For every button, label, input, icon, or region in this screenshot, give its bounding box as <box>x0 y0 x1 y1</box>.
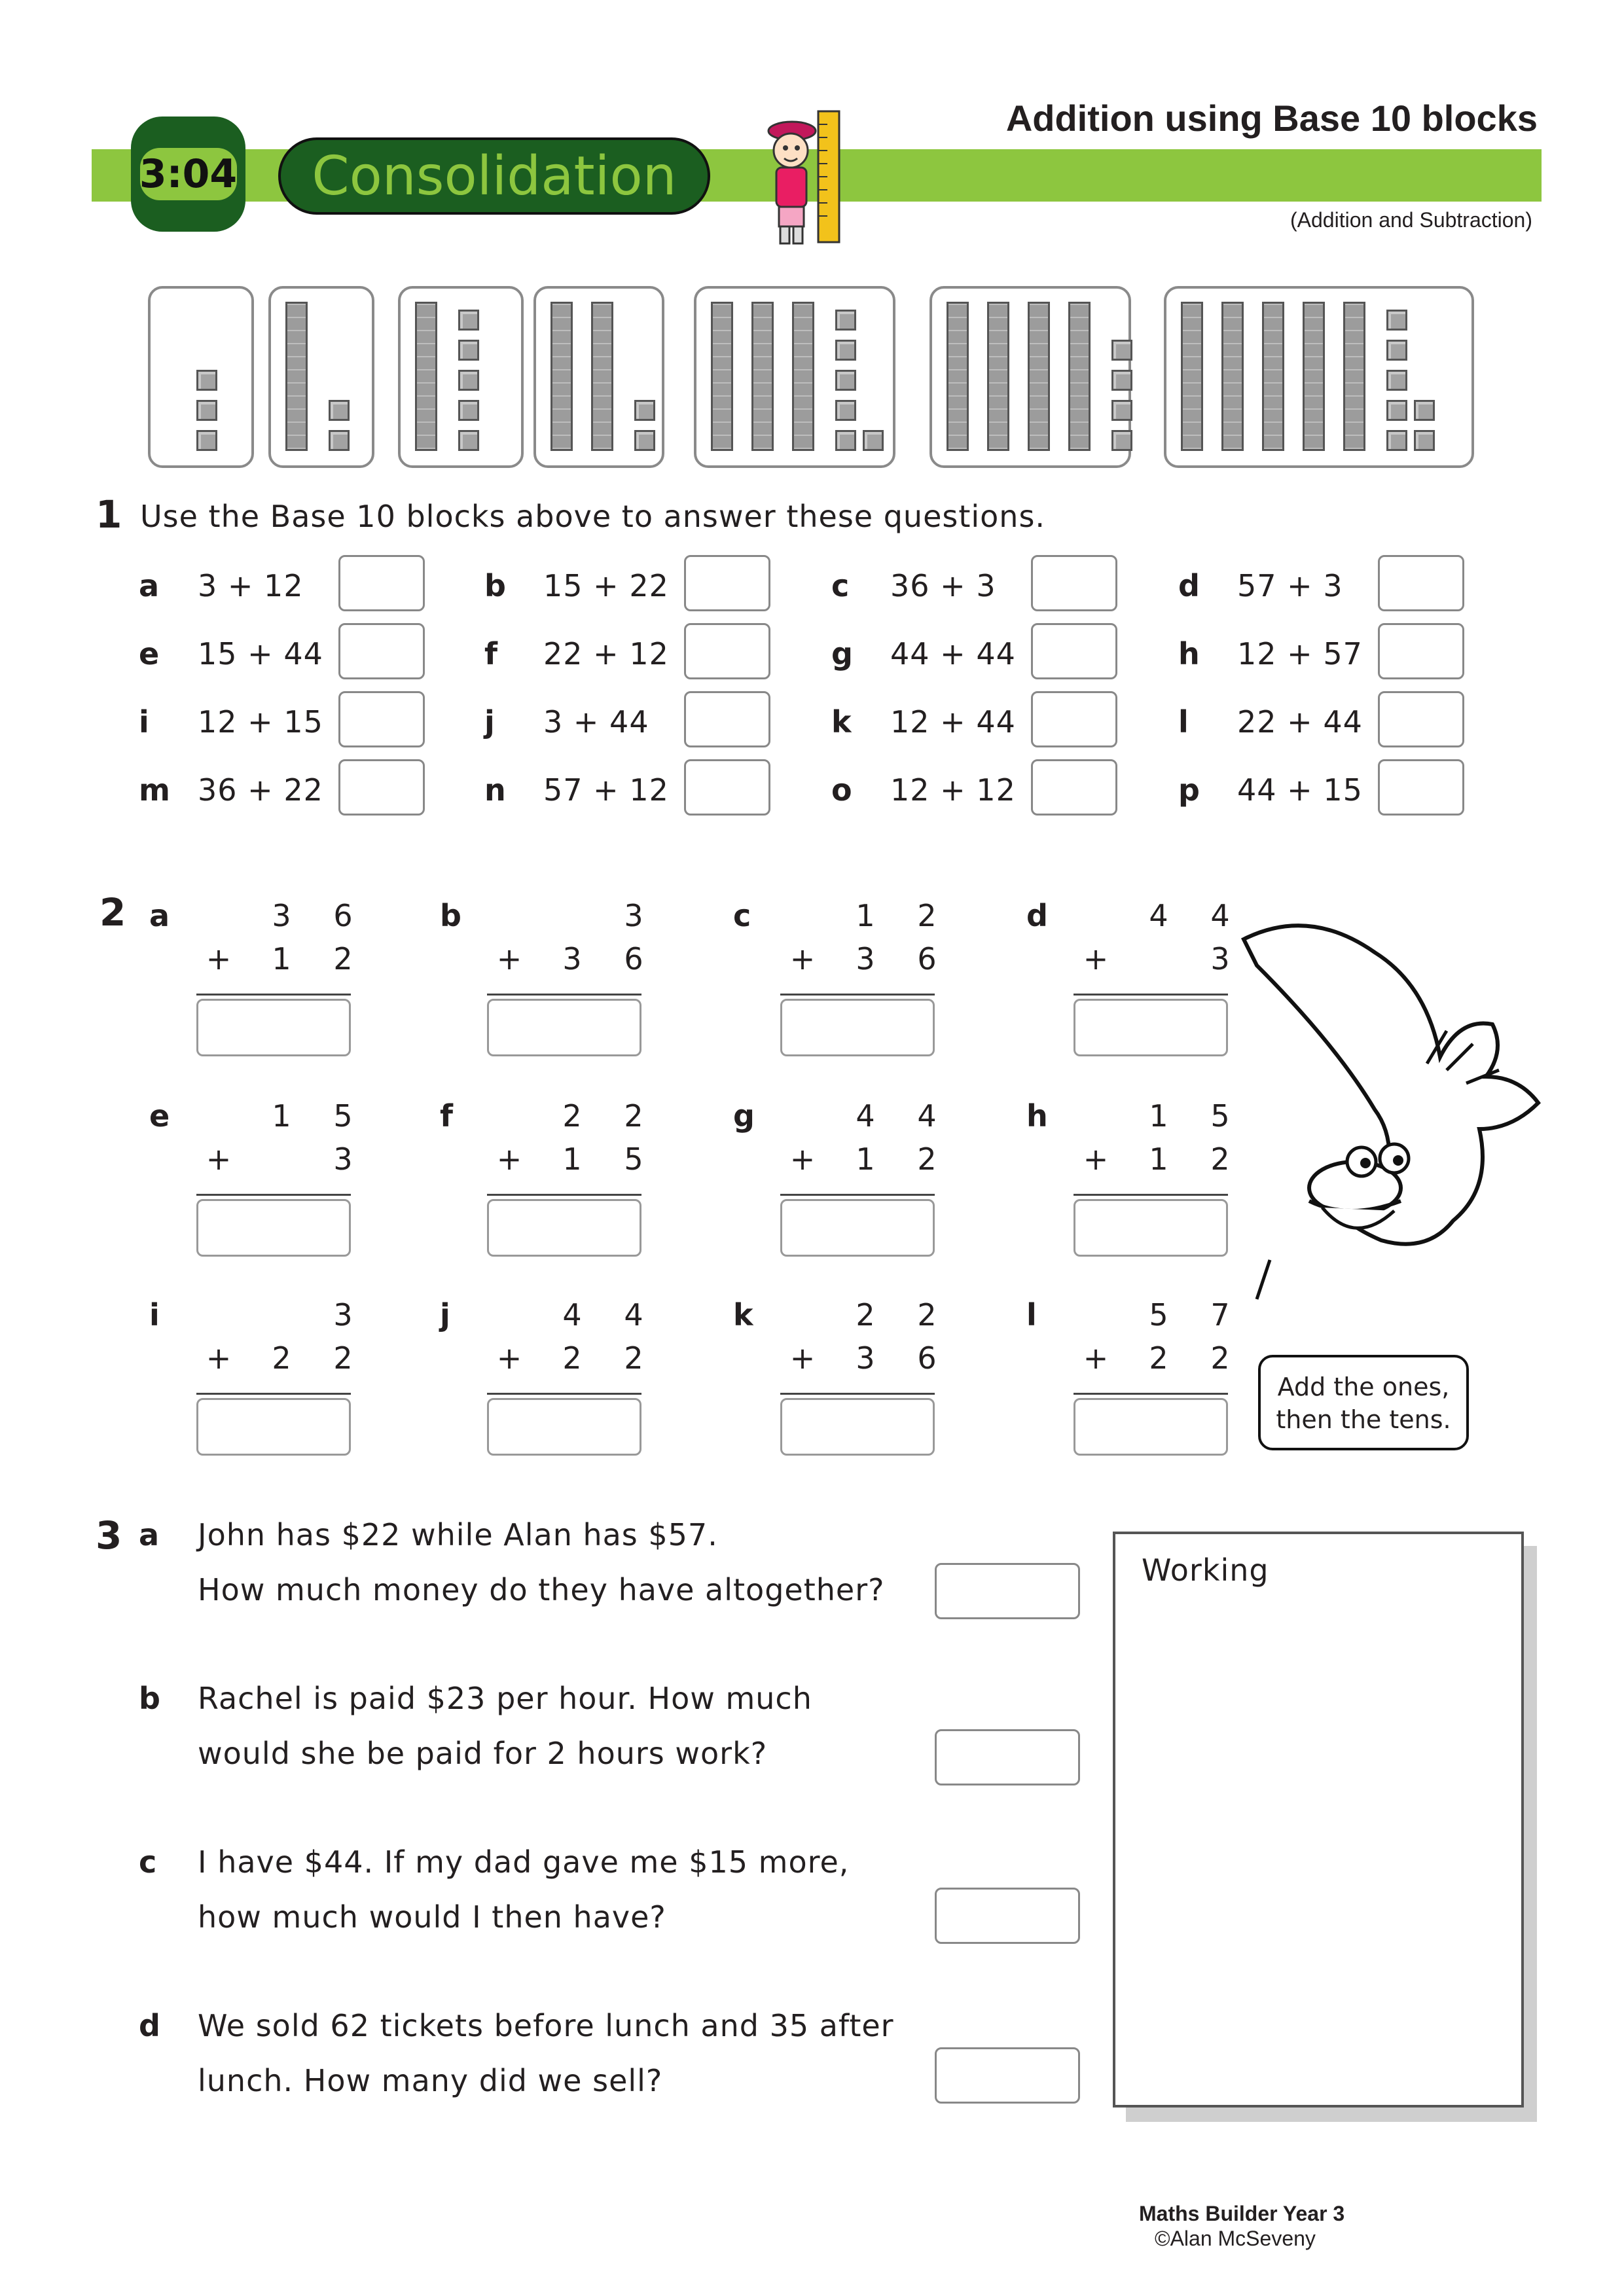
question-1-number: 1 <box>96 492 122 537</box>
plus-sign: + <box>496 1141 522 1177</box>
ten-rod <box>1221 302 1244 451</box>
q1-answer-box[interactable] <box>1031 691 1117 747</box>
q1-item-label: p <box>1178 772 1200 808</box>
bottom-digit: 3 <box>562 941 582 977</box>
q2-item-label: c <box>733 898 751 933</box>
q2-item-label: d <box>1026 898 1048 933</box>
sum-line <box>487 1393 641 1395</box>
ten-rod <box>1262 302 1284 451</box>
q1-item-label: f <box>484 636 498 672</box>
one-cube <box>1386 310 1407 331</box>
q2-item-label: b <box>440 898 461 933</box>
sum-line <box>1074 1194 1228 1196</box>
bottom-digit: 5 <box>624 1141 643 1177</box>
bottom-digit: 1 <box>856 1141 875 1177</box>
q2-item-label: l <box>1026 1297 1037 1333</box>
q2-item-label: k <box>733 1297 753 1333</box>
q1-item-label: e <box>139 636 160 672</box>
q1-answer-box[interactable] <box>338 691 425 747</box>
q2-answer-box[interactable] <box>196 1398 351 1456</box>
q1-answer-box[interactable] <box>1378 759 1464 816</box>
bottom-digit: 3 <box>1210 941 1230 977</box>
sum-line <box>487 1194 641 1196</box>
q3-answer-box[interactable] <box>935 1888 1080 1944</box>
one-cube <box>1414 430 1435 451</box>
q2-answer-box[interactable] <box>196 999 351 1056</box>
top-digit: 5 <box>1149 1297 1168 1333</box>
plus-sign: + <box>789 1340 816 1376</box>
ten-rod <box>1181 302 1203 451</box>
q1-item-expression: 57 + 12 <box>543 772 669 808</box>
one-cube <box>1386 370 1407 391</box>
ten-rod <box>792 302 814 451</box>
q3-item-text-line: We sold 62 tickets before lunch and 35 after <box>198 2008 894 2043</box>
q3-item-label: c <box>139 1844 157 1880</box>
q1-answer-box[interactable] <box>1031 555 1117 611</box>
q1-answer-box[interactable] <box>1031 623 1117 679</box>
sum-line <box>780 1393 935 1395</box>
q1-item-expression: 36 + 3 <box>890 568 996 603</box>
top-digit: 1 <box>1149 1098 1168 1134</box>
ten-rod <box>947 302 969 451</box>
one-cube <box>634 400 655 421</box>
unit-code: 3:04 <box>140 148 237 200</box>
q1-item-expression: 12 + 44 <box>890 704 1016 740</box>
ten-rod <box>1068 302 1091 451</box>
q2-answer-box[interactable] <box>1074 999 1228 1056</box>
one-cube <box>329 400 350 421</box>
q1-item-expression: 44 + 15 <box>1237 772 1363 808</box>
ten-rod <box>591 302 613 451</box>
working-label: Working <box>1142 1552 1269 1588</box>
one-cube <box>1111 340 1132 361</box>
bottom-digit: 2 <box>333 1340 353 1376</box>
q1-item-expression: 36 + 22 <box>198 772 323 808</box>
bottom-digit: 6 <box>624 941 643 977</box>
plus-sign: + <box>1083 1340 1109 1376</box>
top-digit: 5 <box>1210 1098 1230 1134</box>
q3-item-text-line: How much money do they have altogether? <box>198 1572 885 1607</box>
one-cube <box>1111 430 1132 451</box>
sum-line <box>780 1194 935 1196</box>
top-digit: 2 <box>917 1297 937 1333</box>
bottom-digit: 1 <box>562 1141 582 1177</box>
plus-sign: + <box>206 941 232 977</box>
q2-item-label: h <box>1026 1098 1048 1134</box>
q3-answer-box[interactable] <box>935 2047 1080 2104</box>
q2-item-label: e <box>149 1098 170 1134</box>
plus-sign: + <box>789 1141 816 1177</box>
one-cube <box>458 400 479 421</box>
one-cube <box>1414 400 1435 421</box>
bottom-digit: 2 <box>917 1141 937 1177</box>
top-digit: 2 <box>562 1098 582 1134</box>
q3-item-text-line: how much would I then have? <box>198 1899 666 1935</box>
plus-sign: + <box>1083 1141 1109 1177</box>
one-cube <box>835 310 856 331</box>
unit-code-badge <box>131 117 245 232</box>
q1-answer-box[interactable] <box>338 555 425 611</box>
top-digit: 3 <box>624 898 643 933</box>
bottom-digit: 3 <box>856 1340 875 1376</box>
bottom-digit: 2 <box>272 1340 291 1376</box>
top-digit: 6 <box>333 898 353 933</box>
bottom-digit: 3 <box>856 941 875 977</box>
one-cube <box>863 430 884 451</box>
sum-line <box>780 994 935 996</box>
ten-rod <box>1343 302 1365 451</box>
one-cube <box>835 340 856 361</box>
bottom-digit: 2 <box>1210 1141 1230 1177</box>
bottom-digit: 1 <box>272 941 291 977</box>
q1-item-label: a <box>139 568 160 603</box>
q2-item-label: j <box>440 1297 450 1333</box>
topic-title: Addition using Base 10 blocks <box>1005 98 1538 139</box>
top-digit: 4 <box>624 1297 643 1333</box>
top-digit: 4 <box>917 1098 937 1134</box>
plus-sign: + <box>496 1340 522 1376</box>
q1-answer-box[interactable] <box>684 555 770 611</box>
one-cube <box>458 370 479 391</box>
q1-item-expression: 12 + 15 <box>198 704 323 740</box>
q1-answer-box[interactable] <box>1378 691 1464 747</box>
ten-rod <box>987 302 1009 451</box>
q1-item-label: j <box>484 704 495 740</box>
question-3-number: 3 <box>96 1513 122 1558</box>
q1-item-label: g <box>831 636 853 672</box>
one-cube <box>1111 370 1132 391</box>
top-digit: 4 <box>856 1098 875 1134</box>
q2-answer-box[interactable] <box>1074 1398 1228 1456</box>
one-cube <box>1386 340 1407 361</box>
ten-rod <box>550 302 573 451</box>
q3-item-text-line: John has $22 while Alan has $57. <box>198 1517 718 1552</box>
q1-answer-box[interactable] <box>684 759 770 816</box>
q1-item-expression: 15 + 22 <box>543 568 669 603</box>
speech-line-2: then the tens. <box>1276 1405 1451 1434</box>
plus-sign: + <box>206 1340 232 1376</box>
top-digit: 2 <box>624 1098 643 1134</box>
plus-sign: + <box>1083 941 1109 977</box>
plus-sign: + <box>496 941 522 977</box>
q1-answer-box[interactable] <box>1031 759 1117 816</box>
q3-item-text-line: Rachel is paid $23 per hour. How much <box>198 1681 812 1716</box>
q1-answer-box[interactable] <box>1378 623 1464 679</box>
q1-item-expression: 12 + 12 <box>890 772 1016 808</box>
sum-line <box>1074 1393 1228 1395</box>
top-digit: 4 <box>1210 898 1230 933</box>
sum-line <box>196 1393 351 1395</box>
sum-line <box>487 994 641 996</box>
bottom-digit: 3 <box>333 1141 353 1177</box>
bottom-digit: 2 <box>624 1340 643 1376</box>
q3-item-label: b <box>139 1681 160 1716</box>
question-2-number: 2 <box>99 890 126 935</box>
block-panel <box>268 286 374 468</box>
page-title: Consolidation <box>278 137 710 215</box>
one-cube <box>196 370 217 391</box>
top-digit: 7 <box>1210 1297 1230 1333</box>
ten-rod <box>1028 302 1050 451</box>
bottom-digit: 2 <box>333 941 353 977</box>
q2-answer-box[interactable] <box>487 1398 641 1456</box>
q1-answer-box[interactable] <box>338 759 425 816</box>
q1-item-label: d <box>1178 568 1200 603</box>
one-cube <box>835 400 856 421</box>
q1-item-expression: 15 + 44 <box>198 636 323 672</box>
working-box[interactable] <box>1113 1532 1524 2108</box>
q1-answer-box[interactable] <box>1378 555 1464 611</box>
bottom-digit: 2 <box>1149 1340 1168 1376</box>
one-cube <box>458 430 479 451</box>
plus-sign: + <box>789 941 816 977</box>
top-digit: 3 <box>333 1297 353 1333</box>
one-cube <box>835 430 856 451</box>
q2-item-label: g <box>733 1098 755 1134</box>
block-panel <box>533 286 664 468</box>
girl-with-ruler-illustration <box>746 105 857 249</box>
block-panel <box>1164 286 1474 468</box>
bottom-digit: 1 <box>1149 1141 1168 1177</box>
bottom-digit: 2 <box>1210 1340 1230 1376</box>
q2-answer-box[interactable] <box>780 999 935 1056</box>
q1-item-label: c <box>831 568 850 603</box>
block-panel <box>694 286 895 468</box>
q3-answer-box[interactable] <box>935 1729 1080 1785</box>
ten-rod <box>415 302 437 451</box>
q1-answer-box[interactable] <box>684 623 770 679</box>
bird-cartoon-illustration <box>1231 913 1545 1345</box>
one-cube <box>196 400 217 421</box>
one-cube <box>835 370 856 391</box>
q1-item-expression: 44 + 44 <box>890 636 1016 672</box>
speech-line-1: Add the ones, <box>1277 1372 1450 1401</box>
sum-line <box>196 994 351 996</box>
q2-answer-box[interactable] <box>487 1199 641 1257</box>
block-panel <box>398 286 524 468</box>
footer-copyright: ©Alan McSeveny <box>1155 2227 1316 2250</box>
question-1-instruction: Use the Base 10 blocks above to answer these questions. <box>140 499 1046 534</box>
bottom-digit: 2 <box>562 1340 582 1376</box>
q2-item-label: i <box>149 1297 160 1333</box>
q1-answer-box[interactable] <box>338 623 425 679</box>
top-digit: 5 <box>333 1098 353 1134</box>
sum-line <box>1074 994 1228 996</box>
sum-line <box>196 1194 351 1196</box>
top-digit: 4 <box>562 1297 582 1333</box>
top-digit: 4 <box>1149 898 1168 933</box>
q1-item-expression: 22 + 12 <box>543 636 669 672</box>
ten-rod <box>711 302 733 451</box>
one-cube <box>1386 400 1407 421</box>
q1-item-label: h <box>1178 636 1200 672</box>
top-digit: 3 <box>272 898 291 933</box>
q1-item-expression: 22 + 44 <box>1237 704 1363 740</box>
q1-item-expression: 57 + 3 <box>1237 568 1343 603</box>
q1-item-label: m <box>139 772 170 808</box>
q1-item-expression: 3 + 12 <box>198 568 304 603</box>
q1-item-expression: 12 + 57 <box>1237 636 1363 672</box>
top-digit: 1 <box>272 1098 291 1134</box>
bottom-digit: 6 <box>917 941 937 977</box>
one-cube <box>196 430 217 451</box>
top-digit: 2 <box>856 1297 875 1333</box>
q3-item-label: a <box>139 1517 160 1552</box>
q3-item-text-line: I have $44. If my dad gave me $15 more, <box>198 1844 850 1880</box>
speech-bubble <box>1258 1355 1469 1450</box>
q1-item-label: i <box>139 704 149 740</box>
ten-rod <box>751 302 774 451</box>
q2-answer-box[interactable] <box>196 1199 351 1257</box>
block-panel <box>148 286 254 468</box>
ten-rod <box>285 302 308 451</box>
top-digit: 2 <box>917 898 937 933</box>
q3-item-text-line: lunch. How many did we sell? <box>198 2063 663 2098</box>
q2-answer-box[interactable] <box>780 1199 935 1257</box>
q1-answer-box[interactable] <box>684 691 770 747</box>
q2-item-label: a <box>149 898 170 933</box>
one-cube <box>634 430 655 451</box>
q3-answer-box[interactable] <box>935 1563 1080 1619</box>
q1-item-label: l <box>1178 704 1189 740</box>
q1-item-label: b <box>484 568 506 603</box>
block-panel <box>929 286 1131 468</box>
one-cube <box>458 340 479 361</box>
q2-answer-box[interactable] <box>487 999 641 1056</box>
bottom-digit: 6 <box>917 1340 937 1376</box>
q1-item-label: k <box>831 704 852 740</box>
one-cube <box>329 430 350 451</box>
q1-item-expression: 3 + 44 <box>543 704 649 740</box>
one-cube <box>458 310 479 331</box>
footer-book-title: Maths Builder Year 3 <box>1139 2202 1345 2225</box>
q2-answer-box[interactable] <box>1074 1199 1228 1257</box>
ten-rod <box>1303 302 1325 451</box>
one-cube <box>1111 400 1132 421</box>
q2-answer-box[interactable] <box>780 1398 935 1456</box>
q1-item-label: o <box>831 772 852 808</box>
q3-item-text-line: would she be paid for 2 hours work? <box>198 1736 768 1771</box>
q2-item-label: f <box>440 1098 454 1134</box>
topic-subtitle: (Addition and Subtraction) <box>1290 208 1532 232</box>
top-digit: 1 <box>856 898 875 933</box>
plus-sign: + <box>206 1141 232 1177</box>
q3-item-label: d <box>139 2008 160 2043</box>
one-cube <box>1386 430 1407 451</box>
q1-item-label: n <box>484 772 506 808</box>
